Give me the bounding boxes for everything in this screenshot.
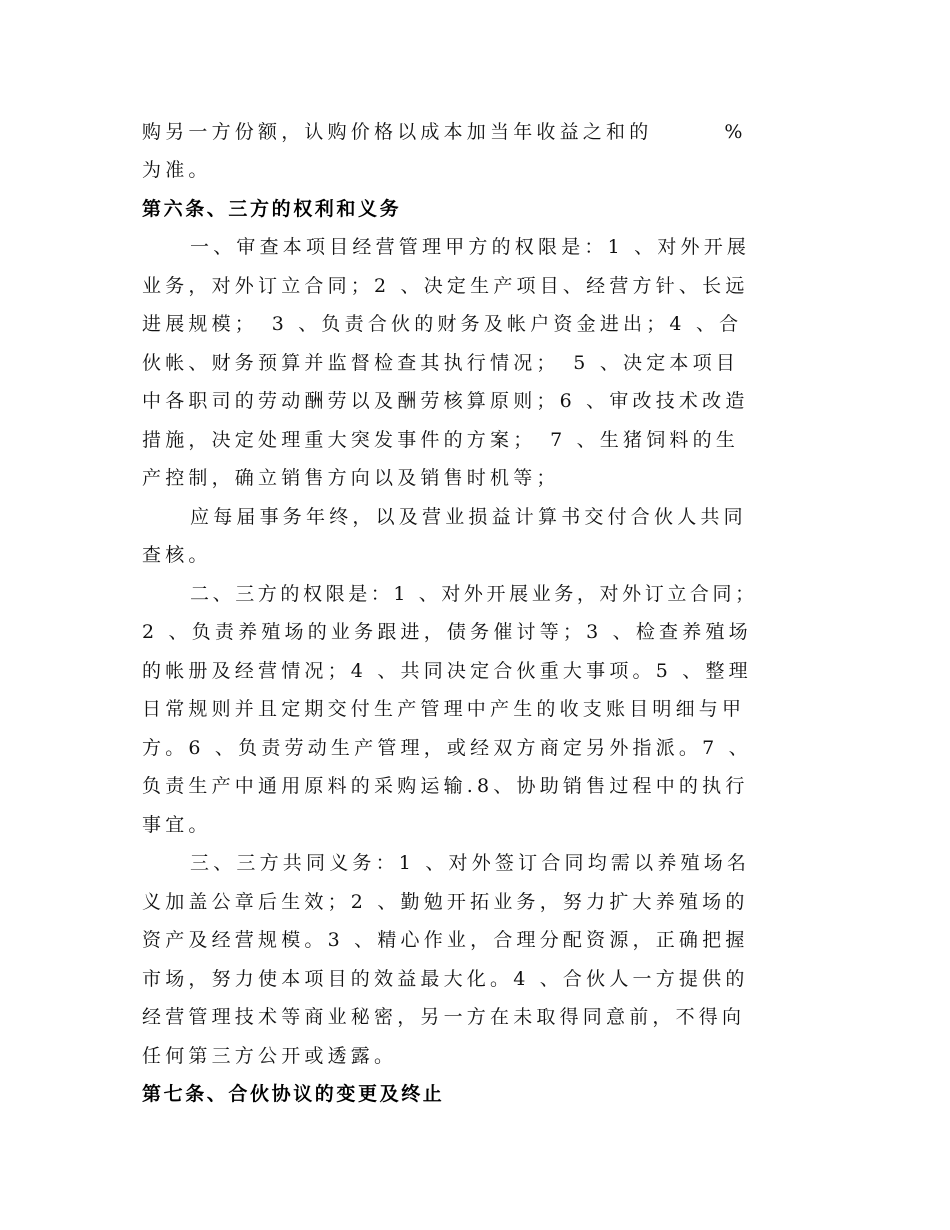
- text-line: 市场，努力使本项目的效益最大化。4 、合伙人一方提供的: [142, 968, 749, 990]
- text-line: 方。6 、负责劳动生产管理，或经双方商定另外指派。7 、: [142, 737, 752, 759]
- paragraph-first-line: 一、审查本项目经营管理甲方的权限是：1 、对外开展: [190, 236, 751, 258]
- text-line: 2 、负责养殖场的业务跟进，债务催讨等；3 、检查养殖场: [142, 621, 752, 643]
- text-line: [142, 119, 832, 145]
- text-line: 伙帐、财务预算并监督检查其执行情况； 5 、决定本项目: [142, 352, 740, 374]
- percent-sign: %: [724, 121, 747, 143]
- paragraph-first-line: 二、三方的权限是：1 、对外开展业务，对外订立合同；: [190, 583, 758, 605]
- paragraph-first-line: 应每届事务年终，以及营业损益计算书交付合伙人共同: [190, 506, 747, 528]
- text-line-content: 购另一方份额，认购价格以成本加当年收益之和的: [142, 121, 653, 143]
- text-line: 措施，决定处理重大突发事件的方案； 7 、生猪饲料的生: [142, 429, 740, 451]
- text-line: 负责生产中通用原料的采购运输.8、协助销售过程中的执行: [142, 775, 749, 797]
- text-line: 事宜。: [142, 814, 212, 836]
- text-line: 为准。: [142, 159, 212, 181]
- text-line: 经营管理技术等商业秘密，另一方在未取得同意前，不得向: [142, 1006, 746, 1028]
- text-line: 义加盖公章后生效；2 、勤勉开拓业务，努力扩大养殖场的: [142, 891, 749, 913]
- text-line: 的帐册及经营情况；4 、共同决定合伙重大事项。5 、整理: [142, 660, 752, 682]
- text-line: 资产及经营规模。3 、精心作业，合理分配资源，正确把握: [142, 929, 749, 951]
- text-line: 查核。: [142, 544, 212, 566]
- text-line: 业务，对外订立合同；2 、决定生产项目、经营方针、长远: [142, 275, 749, 297]
- text-line: 任何第三方公开或透露。: [142, 1045, 398, 1067]
- paragraph-first-line: 三、三方共同义务：1 、对外签订合同均需以养殖场名: [190, 852, 751, 874]
- text-line: 中各职司的劳动酬劳以及酬劳核算原则；6 、审改技术改造: [142, 390, 749, 412]
- text-line: 进展规模； 3 、负责合伙的财务及帐户资金进出；4 、合: [142, 313, 743, 335]
- text-line: 日常规则并且定期交付生产管理中产生的收支账目明细与甲: [142, 698, 746, 720]
- section-heading: 第六条、三方的权利和义务: [142, 198, 402, 220]
- section-heading: 第七条、合伙协议的变更及终止: [142, 1083, 445, 1105]
- text-line: 产控制，确立销售方向以及销售时机等；: [142, 467, 560, 489]
